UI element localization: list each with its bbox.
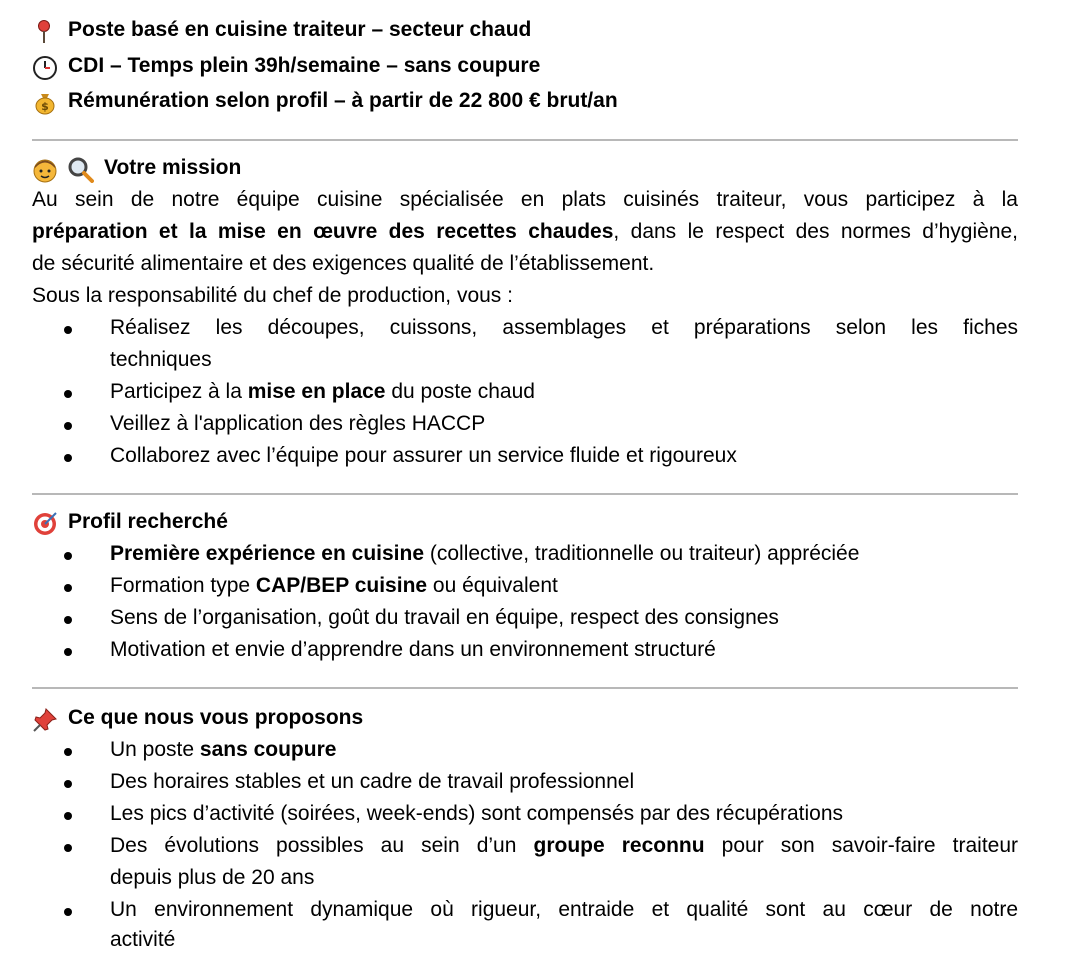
list-item: Veillez à l'application des règles HACCP (110, 412, 486, 435)
bullet-dot (64, 552, 72, 560)
magnifier-icon (68, 157, 94, 183)
list-item-text: Un poste (110, 738, 200, 761)
divider (32, 139, 1018, 141)
profile-title (32, 510, 228, 534)
svg-text:$: $ (41, 100, 49, 113)
list-item-text: ou équivalent (427, 574, 558, 597)
salary-text: Rémunération selon profil – à partir de 22 800 € brut/an (68, 89, 618, 112)
bullet-dot (64, 780, 72, 788)
bullet-dot (64, 648, 72, 656)
list-item: Collaborez avec l’équipe pour assurer un service fluide et rigoureux (110, 444, 737, 467)
bullet-dot (64, 616, 72, 624)
list-item (110, 574, 558, 598)
mission-paragraph-line-1: Au sein de notre équipe cuisine spécialisée en plats cuisinés traiteur, vous participez à la (32, 188, 1018, 211)
list-item-continuation: techniques (110, 348, 212, 371)
target-icon (32, 511, 58, 537)
list-item: Les pics d’activité (soirées, week-ends) sont compensés par des récupérations (110, 802, 844, 825)
offer-title-text: Ce que nous vous proposons (68, 706, 364, 729)
list-item-bold: sans coupure (199, 738, 337, 761)
list-item (110, 834, 1018, 858)
list-item-text: du poste chaud (385, 380, 535, 403)
list-item-continuation: depuis plus de 20 ans (110, 866, 315, 889)
list-item: Un environnement dynamique où rigueur, entraide et qualité sont au cœur de notre (110, 898, 1018, 921)
mission-intro: Sous la responsabilité du chef de production, vous : (32, 284, 513, 307)
money-bag-icon (32, 90, 58, 116)
contract-text: CDI – Temps plein 39h/semaine – sans coupure (68, 54, 541, 77)
list-item-continuation: activité (110, 928, 176, 951)
clock-icon (32, 55, 58, 81)
mission-paragraph-rest: , dans le respect des normes d’hygiène, (613, 220, 1019, 243)
contract-line (32, 54, 540, 78)
bullet-dot (64, 422, 72, 430)
list-item-bold: Première expérience en cuisine (110, 542, 425, 565)
bullet-dot (64, 908, 72, 916)
bullet-dot (64, 844, 72, 852)
list-item-text: (collective, traditionnelle ou traiteur) appréciée (424, 542, 860, 565)
pushpin-icon (32, 707, 58, 733)
list-item (110, 542, 859, 566)
mission-title-text: Votre mission (104, 156, 242, 179)
list-item-bold: mise en place (247, 380, 386, 403)
mission-paragraph-line-2 (32, 220, 1018, 244)
list-item-bold: CAP/BEP cuisine (255, 574, 428, 597)
salary-line (32, 89, 618, 113)
bullet-dot (64, 748, 72, 756)
offer-title (32, 706, 363, 730)
bullet-dot (64, 454, 72, 462)
list-item: Réalisez les découpes, cuissons, assemblages et préparations selon les fiches (110, 316, 1018, 339)
bullet-dot (64, 390, 72, 398)
location-text: Poste basé en cuisine traiteur – secteur chaud (68, 18, 532, 41)
list-item-text: Des évolutions possibles au sein d’un (110, 834, 534, 857)
list-item (110, 738, 336, 762)
list-item: Motivation et envie d’apprendre dans un environnement structuré (110, 638, 716, 661)
profile-title-text: Profil recherché (68, 510, 228, 533)
list-item-text: Participez à la (110, 380, 248, 403)
list-item (110, 380, 535, 404)
mission-paragraph-bold: préparation et la mise en œuvre des recettes chaudes (32, 220, 614, 243)
bullet-dot (64, 326, 72, 334)
divider (32, 687, 1018, 689)
list-item-bold: groupe reconnu (533, 834, 705, 857)
bullet-dot (64, 812, 72, 820)
list-item: Des horaires stables et un cadre de travail professionnel (110, 770, 635, 793)
cook-face-icon (32, 157, 58, 183)
pin-icon (32, 19, 58, 45)
divider (32, 493, 1018, 495)
list-item-text: Formation type (110, 574, 256, 597)
list-item: Sens de l’organisation, goût du travail en équipe, respect des consignes (110, 606, 779, 629)
mission-paragraph-line-3: de sécurité alimentaire et des exigences qualité de l’établissement. (32, 252, 655, 275)
list-item-text: pour son savoir-faire traiteur (704, 834, 1019, 857)
mission-title (32, 156, 241, 180)
bullet-dot (64, 584, 72, 592)
location-line (32, 18, 531, 42)
